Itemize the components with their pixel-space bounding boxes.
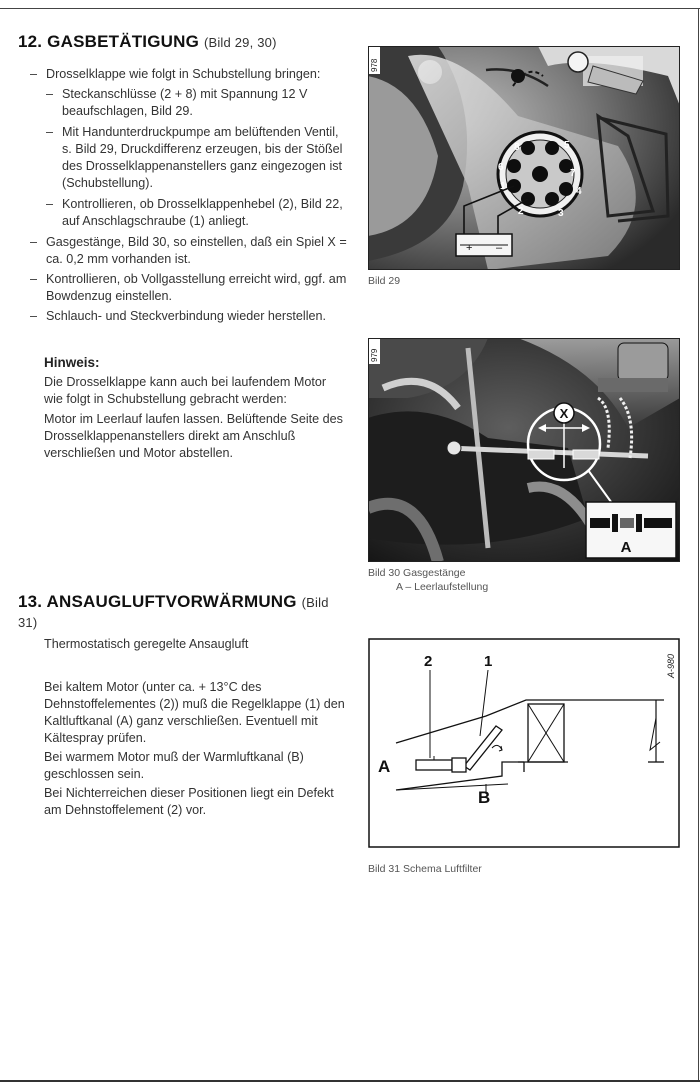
section-title: ANSAUGLUFTVORWÄRMUNG	[46, 592, 297, 611]
figure-30	[368, 338, 680, 594]
step-item: – Schlauch- und Steckverbindung wieder herstellen.	[30, 308, 348, 325]
body-paragraph: Bei Nichterreichen dieser Positionen liegt ein Defekt am Dehnstoffelement (2) vor.	[44, 786, 334, 817]
section-figure-ref: (Bild 29, 30)	[203, 35, 277, 50]
page-border-top	[0, 8, 700, 9]
idle-position-label: A	[620, 539, 632, 556]
pin-label: 2	[518, 206, 524, 217]
label-control-flap: 1	[484, 653, 493, 670]
section-number: 13.	[18, 592, 43, 611]
substep-item: – Kontrollieren, ob Drosselklappenhebel (2), Bild 22, auf Anschlagschraube (1) anliegt.	[46, 196, 348, 230]
caption-main: Bild 30 Gasgestänge	[368, 567, 466, 579]
body-paragraph: Bei kaltem Motor (unter ca. + 13°C des Dehnstoffelementes (2)) muß die Regelklappe (1) den Kaltluftkanal (A) ganz verschließen. Eventuell mit Kältespray prüfen.	[44, 680, 345, 745]
hint-paragraph: Die Drosselklappe kann auch bei laufendem Motor wie folgt in Schubstellung gebracht werden:	[44, 375, 327, 406]
pin-label: 8	[514, 142, 520, 153]
substep-item: – Steckanschlüsse (2 + 8) mit Spannung 12 V beaufschlagen, Bild 29.	[46, 86, 348, 120]
section-12-heading	[18, 32, 348, 52]
section-subtitle: Thermostatisch geregelte Ansaugluft	[44, 637, 249, 651]
figure-29-caption: Bild 29	[368, 275, 401, 287]
substep-list	[46, 86, 348, 230]
figure-31-diagram	[368, 638, 680, 848]
hint-paragraph: Motor im Leerlauf laufen lassen. Belüftende Seite des Drosselklappenanstellers direkt am Anschluß verschließen und Motor abstellen.	[44, 412, 343, 460]
section-13	[18, 592, 348, 821]
figure-31	[368, 638, 680, 876]
battery-plus-label: +	[466, 242, 473, 254]
substep-item: – Mit Handunterdruckpumpe am belüftenden Ventil, s. Bild 29, Druckdifferenz erzeugen, bis der Stößel des Drosselklappenanstellers ganz eingezogen ist (Schubstellung).	[46, 124, 348, 192]
label-expansion-element: 2	[424, 653, 433, 670]
caption-sub: A – Leerlaufstellung	[396, 581, 489, 593]
photo-code: 978	[370, 58, 379, 72]
page-border-bottom	[0, 1080, 700, 1082]
section-title: GASBETÄTIGUNG	[47, 32, 199, 51]
section-12	[18, 32, 348, 465]
hint-title: Hinweis:	[44, 355, 100, 370]
pin-label: 1	[500, 181, 506, 192]
step-list	[30, 66, 348, 325]
figure-29-photo	[368, 46, 680, 270]
pin-label: 4	[576, 186, 582, 197]
figure-30-photo	[368, 338, 680, 562]
battery-minus-label: –	[496, 242, 503, 254]
gap-x-label: X	[559, 406, 569, 421]
section-figure-ref: (Bild 31)	[18, 595, 329, 630]
step-item	[30, 66, 348, 230]
diagram-code: A-980	[666, 653, 676, 678]
section-number: 12.	[18, 32, 43, 51]
pin-label: 7	[570, 168, 576, 179]
section-13-heading	[18, 592, 348, 632]
figure-29	[368, 46, 680, 288]
step-item: – Gasgestänge, Bild 30, so einstellen, daß ein Spiel X = ca. 0,2 mm vorhanden ist.	[30, 234, 348, 268]
pin-label: 5	[564, 140, 570, 151]
figure-30-caption	[368, 566, 680, 594]
step-text: Drosselklappe wie folgt in Schubstellung bringen:	[46, 67, 321, 81]
photo-code: 979	[370, 348, 379, 362]
figure-31-caption: Bild 31 Schema Luftfilter	[368, 863, 482, 875]
step-item: – Kontrollieren, ob Vollgasstellung erreicht wird, ggf. am Bowdenzug einstellen.	[30, 271, 348, 305]
label-warm-air-duct: B	[478, 788, 491, 807]
pin-label: 6	[498, 162, 504, 173]
label-cold-air-duct: A	[378, 757, 391, 776]
pin-label: 3	[558, 208, 564, 219]
body-paragraph: Bei warmem Motor muß der Warmluftkanal (B) geschlossen sein.	[44, 750, 304, 781]
page-border-right	[698, 8, 699, 1080]
